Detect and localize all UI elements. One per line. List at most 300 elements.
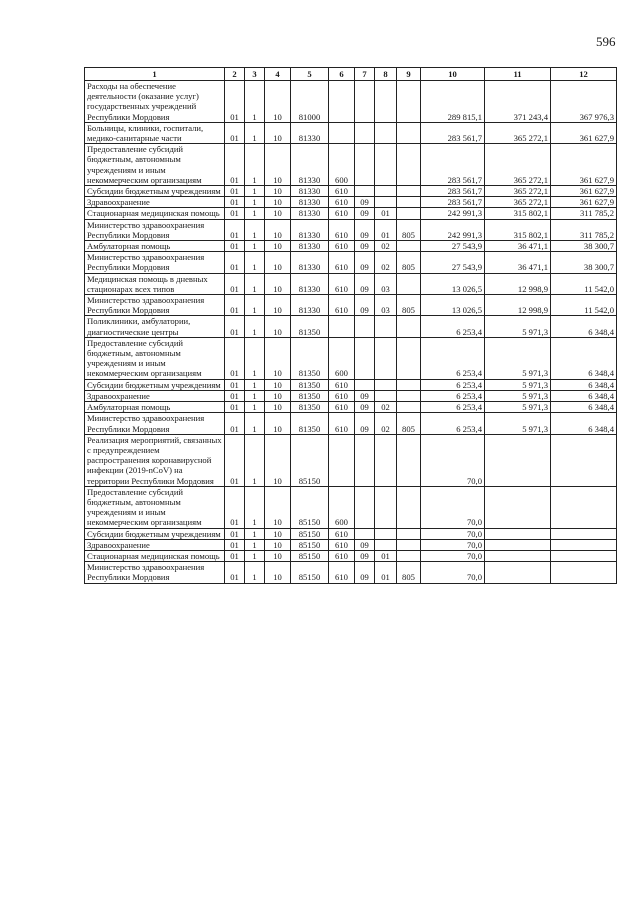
code-col-6: 610 (329, 241, 355, 252)
code-col-5: 81330 (291, 219, 329, 240)
code-col-9: 805 (397, 562, 421, 583)
amount-col-12: 11 542,0 (551, 273, 617, 294)
item-name: Предоставление субсидий бюджетным, автономным учреждениям и иным некоммерческим организациям (85, 486, 225, 528)
code-col-7 (355, 186, 375, 197)
code-col-5: 85150 (291, 550, 329, 561)
code-col-3: 1 (245, 252, 265, 273)
code-col-9 (397, 144, 421, 186)
amount-col-11 (485, 539, 551, 550)
item-name: Министерство здравоохранения Республики Мордовия (85, 219, 225, 240)
code-col-6: 610 (329, 379, 355, 390)
code-col-8 (375, 337, 397, 379)
amount-col-11: 315 802,1 (485, 208, 551, 219)
amount-col-11: 365 272,1 (485, 122, 551, 143)
code-col-6: 610 (329, 186, 355, 197)
table-row (85, 402, 617, 413)
item-name: Предоставление субсидий бюджетным, автономным учреждениям и иным некоммерческим организациям (85, 337, 225, 379)
code-col-2: 01 (225, 295, 245, 316)
item-name: Предоставление субсидий бюджетным, автономным учреждениям и иным некоммерческим организациям (85, 144, 225, 186)
code-col-8 (375, 434, 397, 486)
table-row (85, 122, 617, 143)
code-col-6 (329, 81, 355, 123)
code-col-7: 09 (355, 219, 375, 240)
code-col-3: 1 (245, 539, 265, 550)
amount-col-11: 5 971,3 (485, 316, 551, 337)
amount-col-10: 6 253,4 (421, 316, 485, 337)
amount-col-11 (485, 434, 551, 486)
amount-col-12 (551, 486, 617, 528)
amount-col-11: 315 802,1 (485, 219, 551, 240)
item-name: Субсидии бюджетным учреждениям (85, 379, 225, 390)
amount-col-12: 311 785,2 (551, 208, 617, 219)
item-name: Реализация мероприятий, связанных с предупреждением распространения коронавирусной инфекции (2019-nCoV) на территории Республики Мордовия (85, 434, 225, 486)
amount-col-12: 6 348,4 (551, 337, 617, 379)
code-col-5: 81330 (291, 241, 329, 252)
amount-col-10: 6 253,4 (421, 337, 485, 379)
item-name: Больницы, клиники, госпитали, медико-санитарные части (85, 122, 225, 143)
code-col-6: 610 (329, 562, 355, 583)
code-col-2: 01 (225, 219, 245, 240)
item-name: Поликлиники, амбулатории, диагностические центры (85, 316, 225, 337)
amount-col-10: 70,0 (421, 434, 485, 486)
code-col-7 (355, 486, 375, 528)
code-col-2: 01 (225, 186, 245, 197)
item-name: Здравоохранение (85, 390, 225, 401)
amount-col-12: 361 627,9 (551, 197, 617, 208)
code-col-7: 09 (355, 413, 375, 434)
code-col-8 (375, 379, 397, 390)
code-col-5: 81330 (291, 144, 329, 186)
code-col-9 (397, 434, 421, 486)
code-col-9 (397, 316, 421, 337)
code-col-2: 01 (225, 486, 245, 528)
item-name: Министерство здравоохранения Республики Мордовия (85, 413, 225, 434)
code-col-4: 10 (265, 390, 291, 401)
table-row (85, 539, 617, 550)
table-row (85, 413, 617, 434)
code-col-3: 1 (245, 144, 265, 186)
amount-col-10: 283 561,7 (421, 186, 485, 197)
code-col-9 (397, 208, 421, 219)
code-col-5: 81330 (291, 197, 329, 208)
code-col-5: 81330 (291, 122, 329, 143)
code-col-2: 01 (225, 528, 245, 539)
code-col-3: 1 (245, 562, 265, 583)
code-col-9 (397, 539, 421, 550)
code-col-9 (397, 337, 421, 379)
code-col-9: 805 (397, 413, 421, 434)
item-name: Здравоохранение (85, 197, 225, 208)
amount-col-11: 5 971,3 (485, 402, 551, 413)
code-col-8: 03 (375, 273, 397, 294)
amount-col-11: 371 243,4 (485, 81, 551, 123)
amount-col-10: 6 253,4 (421, 390, 485, 401)
code-col-2: 01 (225, 337, 245, 379)
code-col-3: 1 (245, 241, 265, 252)
amount-col-11: 5 971,3 (485, 413, 551, 434)
code-col-7 (355, 316, 375, 337)
code-col-5: 81330 (291, 273, 329, 294)
code-col-8 (375, 316, 397, 337)
code-col-2: 01 (225, 379, 245, 390)
amount-col-11: 12 998,9 (485, 273, 551, 294)
code-col-2: 01 (225, 81, 245, 123)
item-name: Субсидии бюджетным учреждениям (85, 186, 225, 197)
amount-col-12: 11 542,0 (551, 295, 617, 316)
code-col-5: 85150 (291, 486, 329, 528)
code-col-5: 81330 (291, 186, 329, 197)
code-col-7: 09 (355, 539, 375, 550)
code-col-4: 10 (265, 81, 291, 123)
code-col-4: 10 (265, 413, 291, 434)
table-row (85, 528, 617, 539)
amount-col-10: 27 543,9 (421, 241, 485, 252)
amount-col-10: 283 561,7 (421, 197, 485, 208)
table-row (85, 208, 617, 219)
item-name: Медицинская помощь в дневных стационарах всех типов (85, 273, 225, 294)
code-col-2: 01 (225, 316, 245, 337)
amount-col-11: 365 272,1 (485, 186, 551, 197)
column-header-8: 8 (375, 68, 397, 81)
code-col-8: 02 (375, 413, 397, 434)
code-col-2: 01 (225, 550, 245, 561)
code-col-2: 01 (225, 122, 245, 143)
code-col-9 (397, 528, 421, 539)
code-col-6: 610 (329, 252, 355, 273)
code-col-8 (375, 486, 397, 528)
amount-col-10: 70,0 (421, 562, 485, 583)
amount-col-10: 242 991,3 (421, 208, 485, 219)
code-col-4: 10 (265, 486, 291, 528)
table-row (85, 562, 617, 583)
code-col-6: 610 (329, 390, 355, 401)
amount-col-10: 6 253,4 (421, 379, 485, 390)
budget-table (84, 67, 617, 584)
table-row (85, 252, 617, 273)
code-col-6: 610 (329, 197, 355, 208)
code-col-4: 10 (265, 241, 291, 252)
code-col-6: 600 (329, 486, 355, 528)
amount-col-12 (551, 539, 617, 550)
code-col-7 (355, 81, 375, 123)
table-row (85, 379, 617, 390)
code-col-4: 10 (265, 316, 291, 337)
code-col-3: 1 (245, 337, 265, 379)
code-col-6: 610 (329, 550, 355, 561)
code-col-3: 1 (245, 390, 265, 401)
code-col-5: 85150 (291, 539, 329, 550)
amount-col-10: 6 253,4 (421, 413, 485, 434)
column-header-3: 3 (245, 68, 265, 81)
code-col-4: 10 (265, 122, 291, 143)
code-col-3: 1 (245, 486, 265, 528)
amount-col-12: 6 348,4 (551, 402, 617, 413)
amount-col-10: 27 543,9 (421, 252, 485, 273)
code-col-4: 10 (265, 562, 291, 583)
amount-col-11: 36 471,1 (485, 252, 551, 273)
code-col-4: 10 (265, 252, 291, 273)
code-col-3: 1 (245, 197, 265, 208)
code-col-7 (355, 434, 375, 486)
amount-col-12: 361 627,9 (551, 144, 617, 186)
code-col-7: 09 (355, 295, 375, 316)
code-col-5: 85150 (291, 528, 329, 539)
code-col-5: 81000 (291, 81, 329, 123)
code-col-7 (355, 122, 375, 143)
code-col-8 (375, 197, 397, 208)
code-col-9 (397, 122, 421, 143)
code-col-9 (397, 186, 421, 197)
amount-col-11 (485, 562, 551, 583)
code-col-8: 03 (375, 295, 397, 316)
page-number: 596 (596, 34, 616, 49)
code-col-2: 01 (225, 252, 245, 273)
amount-col-12: 6 348,4 (551, 390, 617, 401)
column-header-9: 9 (397, 68, 421, 81)
code-col-6: 610 (329, 413, 355, 434)
code-col-3: 1 (245, 316, 265, 337)
code-col-4: 10 (265, 434, 291, 486)
table-row (85, 144, 617, 186)
code-col-2: 01 (225, 208, 245, 219)
table-row (85, 241, 617, 252)
code-col-6: 610 (329, 295, 355, 316)
item-name: Амбулаторная помощь (85, 241, 225, 252)
code-col-8 (375, 186, 397, 197)
column-header-11: 11 (485, 68, 551, 81)
item-name: Министерство здравоохранения Республики Мордовия (85, 295, 225, 316)
code-col-5: 81350 (291, 413, 329, 434)
amount-col-12: 38 300,7 (551, 241, 617, 252)
code-col-7: 09 (355, 550, 375, 561)
code-col-4: 10 (265, 273, 291, 294)
code-col-2: 01 (225, 539, 245, 550)
code-col-2: 01 (225, 390, 245, 401)
amount-col-10: 283 561,7 (421, 122, 485, 143)
code-col-5: 81350 (291, 402, 329, 413)
amount-col-12: 6 348,4 (551, 316, 617, 337)
amount-col-10: 242 991,3 (421, 219, 485, 240)
code-col-3: 1 (245, 434, 265, 486)
code-col-3: 1 (245, 122, 265, 143)
amount-col-12 (551, 528, 617, 539)
item-name: Здравоохранение (85, 539, 225, 550)
amount-col-10: 289 815,1 (421, 81, 485, 123)
amount-col-12: 38 300,7 (551, 252, 617, 273)
code-col-6: 600 (329, 144, 355, 186)
code-col-3: 1 (245, 186, 265, 197)
code-col-5: 85150 (291, 434, 329, 486)
amount-col-11 (485, 550, 551, 561)
code-col-9 (397, 273, 421, 294)
code-col-7 (355, 144, 375, 186)
amount-col-11 (485, 486, 551, 528)
code-col-9 (397, 197, 421, 208)
column-header-12: 12 (551, 68, 617, 81)
code-col-8 (375, 81, 397, 123)
code-col-6: 610 (329, 208, 355, 219)
code-col-9 (397, 402, 421, 413)
code-col-2: 01 (225, 402, 245, 413)
code-col-9 (397, 550, 421, 561)
code-col-4: 10 (265, 402, 291, 413)
table-row (85, 486, 617, 528)
code-col-3: 1 (245, 550, 265, 561)
code-col-6: 600 (329, 337, 355, 379)
amount-col-10: 70,0 (421, 550, 485, 561)
table-row (85, 295, 617, 316)
code-col-5: 81350 (291, 379, 329, 390)
table-row (85, 316, 617, 337)
code-col-6 (329, 434, 355, 486)
code-col-5: 81350 (291, 337, 329, 379)
amount-col-10: 70,0 (421, 528, 485, 539)
item-name: Стационарная медицинская помощь (85, 550, 225, 561)
code-col-8: 01 (375, 562, 397, 583)
amount-col-10: 283 561,7 (421, 144, 485, 186)
table-row (85, 186, 617, 197)
code-col-3: 1 (245, 379, 265, 390)
code-col-7 (355, 337, 375, 379)
table-row (85, 337, 617, 379)
code-col-8 (375, 539, 397, 550)
code-col-8: 02 (375, 241, 397, 252)
code-col-9: 805 (397, 295, 421, 316)
amount-col-10: 70,0 (421, 486, 485, 528)
amount-col-12: 361 627,9 (551, 122, 617, 143)
code-col-7: 09 (355, 562, 375, 583)
code-col-9: 805 (397, 252, 421, 273)
code-col-2: 01 (225, 197, 245, 208)
table-row (85, 197, 617, 208)
table-row (85, 219, 617, 240)
code-col-6: 610 (329, 219, 355, 240)
code-col-3: 1 (245, 402, 265, 413)
column-header-1: 1 (85, 68, 225, 81)
item-name: Министерство здравоохранения Республики Мордовия (85, 252, 225, 273)
item-name: Амбулаторная помощь (85, 402, 225, 413)
code-col-5: 81350 (291, 390, 329, 401)
code-col-6 (329, 316, 355, 337)
column-header-5: 5 (291, 68, 329, 81)
code-col-3: 1 (245, 528, 265, 539)
amount-col-11: 12 998,9 (485, 295, 551, 316)
code-col-5: 85150 (291, 562, 329, 583)
code-col-7: 09 (355, 252, 375, 273)
code-col-4: 10 (265, 197, 291, 208)
table-row (85, 273, 617, 294)
code-col-2: 01 (225, 144, 245, 186)
table-row (85, 390, 617, 401)
code-col-4: 10 (265, 539, 291, 550)
code-col-2: 01 (225, 413, 245, 434)
code-col-5: 81330 (291, 295, 329, 316)
code-col-4: 10 (265, 144, 291, 186)
amount-col-12 (551, 434, 617, 486)
code-col-8: 01 (375, 208, 397, 219)
amount-col-11: 365 272,1 (485, 197, 551, 208)
code-col-8: 01 (375, 219, 397, 240)
code-col-4: 10 (265, 208, 291, 219)
amount-col-11 (485, 528, 551, 539)
amount-col-12: 361 627,9 (551, 186, 617, 197)
code-col-3: 1 (245, 208, 265, 219)
amount-col-10: 70,0 (421, 539, 485, 550)
amount-col-11: 5 971,3 (485, 337, 551, 379)
item-name: Министерство здравоохранения Республики Мордовия (85, 562, 225, 583)
column-header-7: 7 (355, 68, 375, 81)
code-col-3: 1 (245, 413, 265, 434)
code-col-5: 81350 (291, 316, 329, 337)
column-header-10: 10 (421, 68, 485, 81)
code-col-3: 1 (245, 219, 265, 240)
item-name: Расходы на обеспечение деятельности (оказание услуг) государственных учреждений Республики Мордовия (85, 81, 225, 123)
code-col-7 (355, 379, 375, 390)
code-col-8 (375, 528, 397, 539)
table-body (85, 81, 617, 584)
code-col-4: 10 (265, 379, 291, 390)
header-row (85, 68, 617, 81)
code-col-9 (397, 390, 421, 401)
code-col-4: 10 (265, 295, 291, 316)
code-col-8 (375, 122, 397, 143)
column-header-2: 2 (225, 68, 245, 81)
code-col-3: 1 (245, 81, 265, 123)
code-col-8 (375, 390, 397, 401)
amount-col-10: 13 026,5 (421, 273, 485, 294)
code-col-9 (397, 241, 421, 252)
amount-col-10: 13 026,5 (421, 295, 485, 316)
code-col-7: 09 (355, 273, 375, 294)
code-col-4: 10 (265, 528, 291, 539)
amount-col-11: 5 971,3 (485, 379, 551, 390)
code-col-8: 02 (375, 402, 397, 413)
code-col-8: 02 (375, 252, 397, 273)
code-col-9 (397, 486, 421, 528)
code-col-5: 81330 (291, 208, 329, 219)
amount-col-12: 6 348,4 (551, 379, 617, 390)
table-row (85, 434, 617, 486)
table-row (85, 550, 617, 561)
code-col-6: 610 (329, 539, 355, 550)
code-col-6: 610 (329, 402, 355, 413)
code-col-7: 09 (355, 208, 375, 219)
amount-col-12: 6 348,4 (551, 413, 617, 434)
code-col-8 (375, 144, 397, 186)
amount-col-12: 311 785,2 (551, 219, 617, 240)
code-col-2: 01 (225, 241, 245, 252)
code-col-3: 1 (245, 295, 265, 316)
code-col-2: 01 (225, 273, 245, 294)
amount-col-12 (551, 550, 617, 561)
column-header-6: 6 (329, 68, 355, 81)
code-col-7: 09 (355, 197, 375, 208)
code-col-6 (329, 122, 355, 143)
code-col-3: 1 (245, 273, 265, 294)
code-col-4: 10 (265, 337, 291, 379)
column-header-4: 4 (265, 68, 291, 81)
code-col-9 (397, 81, 421, 123)
amount-col-10: 6 253,4 (421, 402, 485, 413)
code-col-4: 10 (265, 550, 291, 561)
code-col-7: 09 (355, 241, 375, 252)
code-col-6: 610 (329, 528, 355, 539)
code-col-5: 81330 (291, 252, 329, 273)
amount-col-12: 367 976,3 (551, 81, 617, 123)
amount-col-11: 365 272,1 (485, 144, 551, 186)
code-col-7: 09 (355, 390, 375, 401)
amount-col-12 (551, 562, 617, 583)
